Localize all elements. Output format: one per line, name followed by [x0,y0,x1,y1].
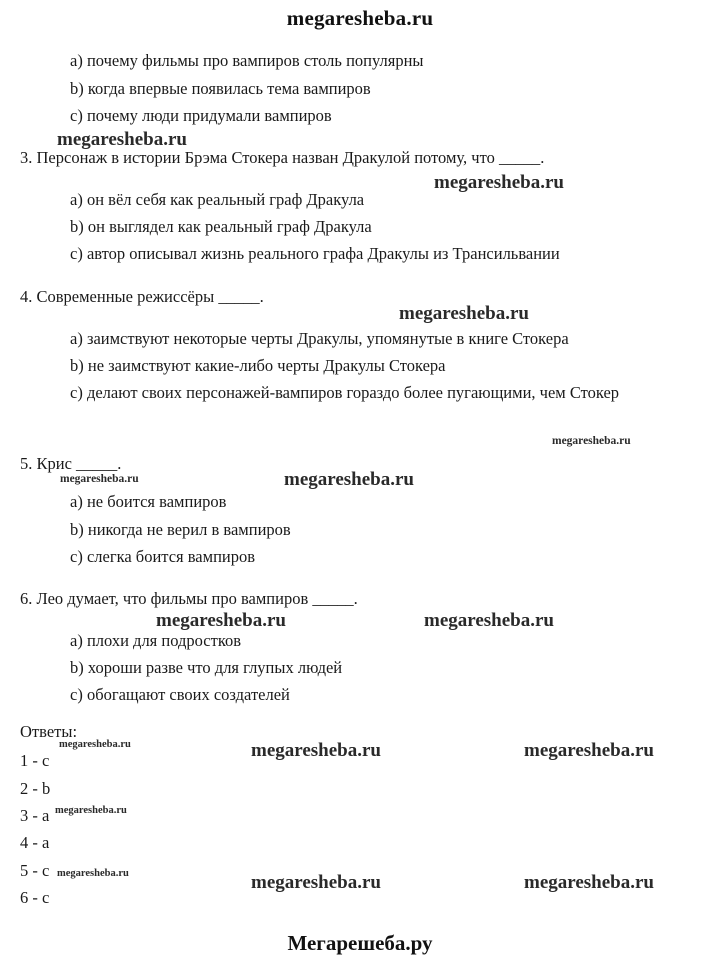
watermark-text: megaresheba.ru [434,172,564,193]
option-item: c) автор описывал жизнь реального графа Дракулы из Трансильвании [70,244,560,263]
watermark-text: megaresheba.ru [424,610,554,631]
question-text: 3. Персонаж в истории Брэма Стокера назван Дракулой потому, что _____. [20,148,545,167]
option-item: c) почему люди придумали вампиров [70,106,332,125]
answer-item: 4 - a [20,833,50,852]
site-brand-footer: Мегарешеба.ру [287,931,433,955]
option-item: c) слегка боится вампиров [70,547,256,566]
answer-item: 1 - c [20,751,50,770]
watermark-text: megaresheba.ru [60,473,139,485]
question-text: 6. Лео думает, что фильмы про вампиров _____. [20,589,358,608]
option-item: a) заимствуют некоторые черты Дракулы, упомянутые в книге Стокера [70,329,569,348]
watermark-text: megaresheba.ru [284,469,414,490]
option-item: a) он вёл себя как реальный граф Дракула [70,190,365,209]
watermark-text: megaresheba.ru [57,868,129,879]
option-item: b) хороши разве что для глупых людей [70,658,343,677]
question-text: 4. Современные режиссёры _____. [20,287,264,306]
watermark-text: megaresheba.ru [55,805,127,816]
option-item: a) не боится вампиров [70,492,227,511]
watermark-text: megaresheba.ru [399,303,529,324]
watermark-text: megaresheba.ru [524,740,654,761]
option-item: b) никогда не верил в вампиров [70,520,291,539]
option-item: b) когда впервые появилась тема вампиров [70,79,371,98]
watermark-text: megaresheba.ru [57,129,187,150]
answer-item: 2 - b [20,779,51,798]
watermark-text: megaresheba.ru [251,872,381,893]
option-item: a) плохи для подростков [70,631,242,650]
answers-heading: Ответы: [20,722,78,741]
answer-item: 3 - a [20,806,50,825]
watermark-text: megaresheba.ru [59,739,131,750]
question-text: 5. Крис _____. [20,454,122,473]
site-brand-header: megaresheba.ru [286,6,434,30]
option-item: b) не заимствуют какие-либо черты Дракулы Стокера [70,356,446,375]
option-item: a) почему фильмы про вампиров столь популярны [70,51,424,70]
watermark-text: megaresheba.ru [552,435,631,447]
answer-item: 5 - c [20,861,50,880]
option-item: c) обогащают своих создателей [70,685,290,704]
option-item: c) делают своих персонажей-вампиров гораздо более пугающими, чем Стокер [70,383,620,402]
watermark-text: megaresheba.ru [156,610,286,631]
watermark-text: megaresheba.ru [524,872,654,893]
watermark-text: megaresheba.ru [251,740,381,761]
answer-item: 6 - c [20,888,50,907]
option-item: b) он выглядел как реальный граф Дракула [70,217,372,236]
